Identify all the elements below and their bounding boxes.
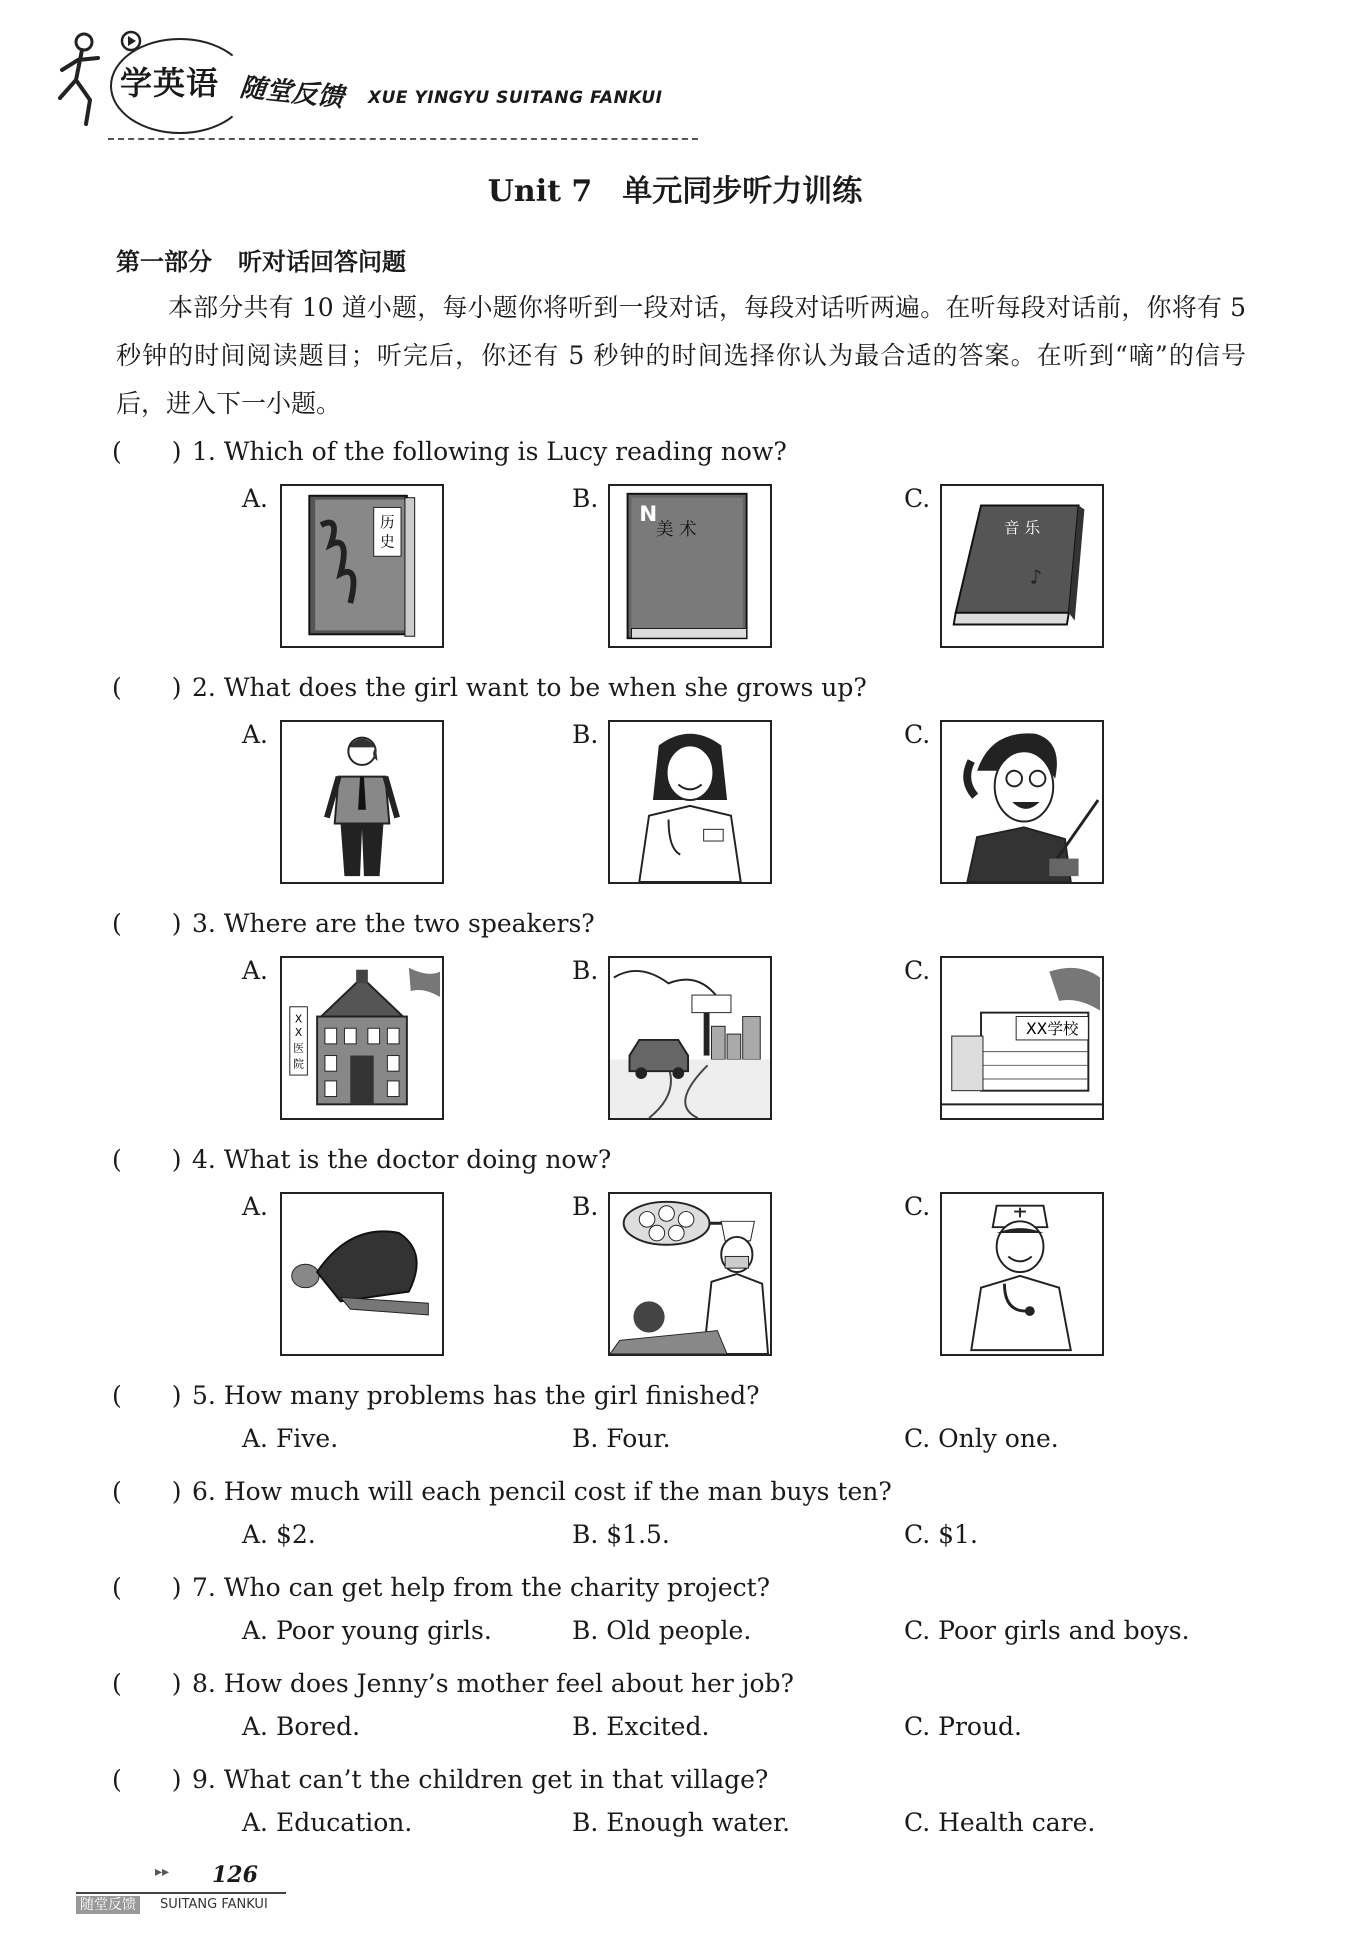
doctor-listening-picture[interactable] [940, 1192, 1104, 1356]
section-name: 听对话回答问题 [238, 248, 406, 276]
answer-blank[interactable]: ( ) [112, 1381, 182, 1410]
question-text: What can’t the children get in that village? [223, 1765, 769, 1794]
answer-blank[interactable]: ( ) [112, 1573, 182, 1602]
option-label-c: C. [904, 956, 931, 985]
option-c[interactable]: C. Health care. [904, 1808, 1096, 1837]
instructions: 本部分共有 10 道小题，每小题你将听到一段对话，每段对话听两遍。在听每段对话前，你将有 5 秒钟的时间阅读题目；听完后，你还有 5 秒钟的时间选择你认为最合适的答案。在听到“嘀”的信号后，进入下一小题。 [116, 293, 1246, 418]
answer-blank[interactable]: ( ) [112, 1765, 182, 1794]
option-label-a: A. [242, 956, 269, 985]
question-1 [112, 432, 787, 468]
option-label-b: B. [572, 956, 599, 985]
question-number: 5. [192, 1381, 216, 1410]
doctor-icon [610, 722, 770, 882]
question-text: How much will each pencil cost if the man buys ten? [223, 1477, 892, 1506]
option-c[interactable]: C. Only one. [904, 1424, 1059, 1453]
question-number: 9. [192, 1765, 216, 1794]
footer-arrow-icon: ▸▸ [155, 1864, 170, 1880]
question-number: 3. [192, 909, 216, 938]
option-label-c: C. [904, 720, 931, 749]
footer-bar [76, 1892, 286, 1912]
book-icon [282, 486, 442, 646]
answer-blank[interactable]: ( ) [112, 673, 182, 702]
option-label-a: A. [242, 484, 269, 513]
pic-text-hospital-2: X [294, 1026, 303, 1040]
sleeping-picture[interactable] [280, 1192, 444, 1356]
answer-blank[interactable]: ( ) [112, 909, 182, 938]
question-number: 2. [192, 673, 216, 702]
header-title-en: XUE YINGYU SUITANG FANKUI [368, 88, 663, 108]
book-icon [942, 486, 1102, 646]
question-5 [112, 1376, 760, 1412]
hospital-picture[interactable] [280, 956, 444, 1120]
doctor-stethoscope-icon [942, 1194, 1102, 1354]
question-6 [112, 1472, 892, 1508]
hospital-building-icon [282, 958, 442, 1118]
section-heading [116, 242, 406, 277]
history-book-picture[interactable] [280, 484, 444, 648]
option-label-b: B. [572, 720, 599, 749]
option-a[interactable]: A. Education. [242, 1808, 413, 1837]
question-text: What is the doctor doing now? [223, 1145, 612, 1174]
question-8 [112, 1664, 794, 1700]
pic-text-history-1: 历 [380, 513, 395, 531]
teacher-icon [942, 722, 1102, 882]
option-b[interactable]: B. Old people. [572, 1616, 752, 1645]
surgery-icon [610, 1194, 770, 1354]
question-7 [112, 1568, 770, 1604]
unit-name: 单元同步听力训练 [622, 174, 863, 209]
option-a[interactable]: A. Poor young girls. [242, 1616, 492, 1645]
option-label-a: A. [242, 1192, 269, 1221]
answer-blank[interactable]: ( ) [112, 437, 182, 466]
road-car-icon [610, 958, 770, 1118]
answer-blank[interactable]: ( ) [112, 1477, 182, 1506]
page-header [50, 28, 670, 138]
question-3 [112, 904, 595, 940]
pic-text-n: N [639, 502, 658, 528]
music-book-picture[interactable] [940, 484, 1104, 648]
header-title-cn: 学英语 [120, 64, 220, 102]
question-number: 4. [192, 1145, 216, 1174]
option-label-b: B. [572, 484, 599, 513]
pic-text-music: 音 乐 [1003, 518, 1041, 537]
question-4 [112, 1140, 611, 1176]
footer-label-cn: 随堂反馈 [76, 1896, 140, 1914]
operating-picture[interactable] [608, 1192, 772, 1356]
option-label-c: C. [904, 1192, 931, 1221]
police-officer-icon [282, 722, 442, 882]
section-part: 第一部分 [116, 248, 212, 276]
pic-text-hospital-4: 院 [293, 1057, 304, 1071]
question-number: 6. [192, 1477, 216, 1506]
police-officer-picture[interactable] [280, 720, 444, 884]
option-a[interactable]: A. Five. [242, 1424, 339, 1453]
question-text: What does the girl want to be when she grows up? [223, 673, 867, 702]
teacher-picture[interactable] [940, 720, 1104, 884]
book-icon [610, 486, 770, 646]
header-divider [108, 138, 698, 140]
question-text: How does Jenny’s mother feel about her job? [223, 1669, 794, 1698]
answer-blank[interactable]: ( ) [112, 1145, 182, 1174]
option-label-b: B. [572, 1192, 599, 1221]
page-number: 126 [212, 1862, 258, 1888]
answer-blank[interactable]: ( ) [112, 1669, 182, 1698]
school-building-icon [942, 958, 1102, 1118]
pic-text-history-2: 史 [380, 533, 395, 551]
pic-text-hospital-1: X [294, 1012, 303, 1026]
question-text: Who can get help from the charity project? [223, 1573, 771, 1602]
music-note-icon: ♪ [1029, 565, 1043, 589]
doctor-picture[interactable] [608, 720, 772, 884]
option-c[interactable]: C. $1. [904, 1520, 978, 1549]
header-title-cn-2: 随堂反馈 [238, 72, 346, 114]
question-9 [112, 1760, 768, 1796]
pic-text-school: XX学校 [1025, 1020, 1079, 1039]
sleeping-person-icon [282, 1194, 442, 1354]
school-picture[interactable] [940, 956, 1104, 1120]
option-c[interactable]: C. Poor girls and boys. [904, 1616, 1190, 1645]
option-c[interactable]: C. Proud. [904, 1712, 1023, 1741]
question-number: 7. [192, 1573, 216, 1602]
option-label-c: C. [904, 484, 931, 513]
question-number: 1. [192, 437, 216, 466]
pic-text-hospital-3: 医 [293, 1041, 304, 1055]
road-picture[interactable] [608, 956, 772, 1120]
question-text: Where are the two speakers? [223, 909, 595, 938]
option-a[interactable]: A. $2. [242, 1520, 316, 1549]
question-text: Which of the following is Lucy reading now? [223, 437, 787, 466]
question-number: 8. [192, 1669, 216, 1698]
art-book-picture[interactable] [608, 484, 772, 648]
option-b[interactable]: B. Enough water. [572, 1808, 791, 1837]
option-b[interactable]: B. Excited. [572, 1712, 710, 1741]
option-a[interactable]: A. Bored. [242, 1712, 361, 1741]
option-label-a: A. [242, 720, 269, 749]
question-2 [112, 668, 867, 704]
footer-label-en: SUITANG FANKUI [160, 1897, 268, 1912]
runner-icon [50, 28, 120, 128]
question-text: How many problems has the girl finished? [223, 1381, 760, 1410]
option-b[interactable]: B. $1.5. [572, 1520, 670, 1549]
option-b[interactable]: B. Four. [572, 1424, 671, 1453]
pic-text-art: 美 术 [656, 519, 697, 540]
unit-title [0, 166, 1350, 210]
unit-number: Unit 7 [487, 174, 593, 209]
